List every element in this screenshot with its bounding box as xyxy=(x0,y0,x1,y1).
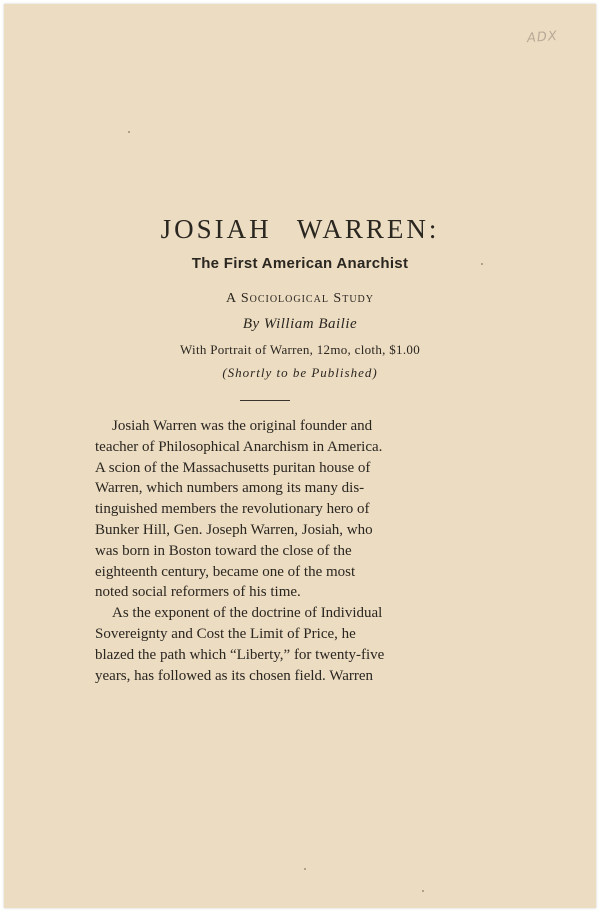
paper-speck xyxy=(481,263,483,265)
study-line: A Sociological Study xyxy=(225,291,374,306)
page-title: JOSIAH WARREN: xyxy=(160,214,440,244)
edition-line: With Portrait of Warren, 12mo, cloth, $1.00 xyxy=(180,342,420,357)
text-line: teacher of Philosophical Anarchism in America. xyxy=(95,438,383,455)
section-divider xyxy=(240,400,290,401)
text-line: was born in Boston toward the close of the xyxy=(95,542,352,559)
text-line: eighteenth century, became one of the most xyxy=(95,563,356,580)
author-line: By William Bailie xyxy=(242,316,358,332)
text-line: years, has followed as its chosen field. Warren xyxy=(95,667,374,684)
body-text xyxy=(95,416,447,686)
text-line: blazed the path which “Liberty,” for twenty-five xyxy=(95,646,385,663)
text-line: A scion of the Massachusetts puritan house of xyxy=(95,459,371,476)
publication-note: (Shortly to be Published) xyxy=(222,365,378,380)
text-line: Josiah Warren was the original founder and xyxy=(112,418,373,434)
paragraph-2 xyxy=(95,603,447,686)
paper-speck xyxy=(128,131,130,133)
text-line: Bunker Hill, Gen. Joseph Warren, Josiah, who xyxy=(95,521,373,538)
subtitle: The First American Anarchist xyxy=(191,255,409,272)
pencil-annotation: ADX xyxy=(526,28,559,47)
text-line: Sovereignty and Cost the Limit of Price, he xyxy=(95,625,356,642)
paper-speck xyxy=(422,890,424,892)
paragraph-1 xyxy=(95,416,447,603)
text-line: Warren, which numbers among its many dis- xyxy=(95,480,365,497)
text-line: noted social reformers of his time. xyxy=(95,584,301,601)
text-line: tinguished members the revolutionary hero of xyxy=(95,501,370,518)
paper-speck xyxy=(304,868,306,870)
document-page xyxy=(4,4,596,908)
text-line: As the exponent of the doctrine of Individual xyxy=(112,605,383,622)
